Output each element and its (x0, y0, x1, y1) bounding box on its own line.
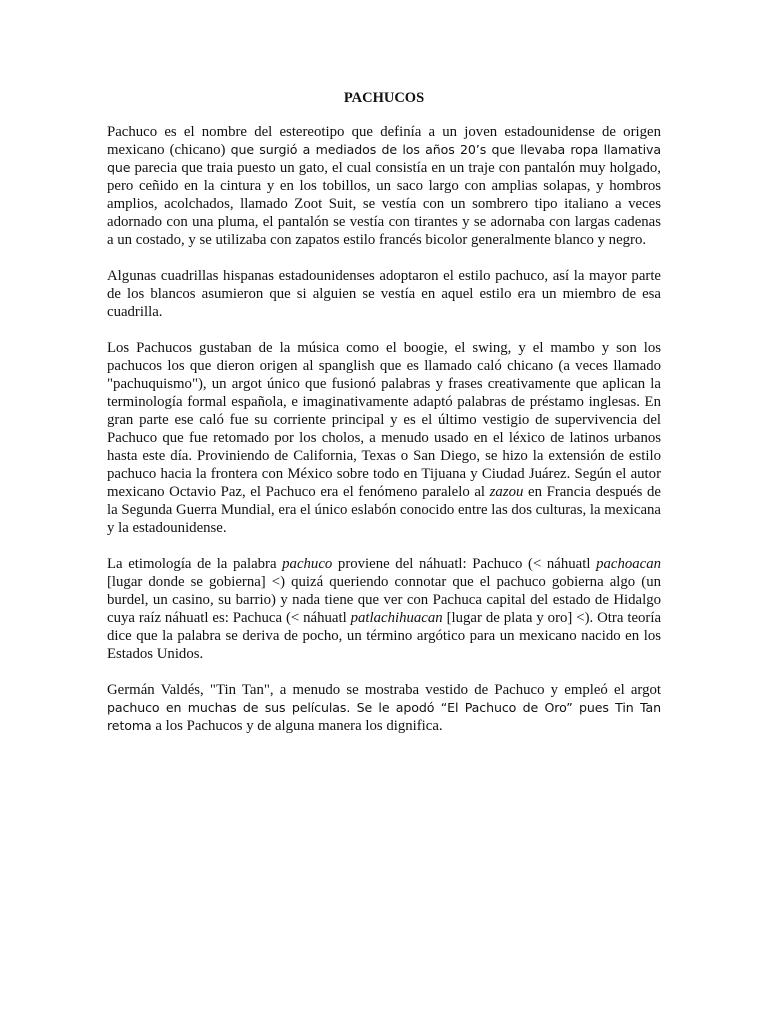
paragraph-3-italic-zazou: zazou (489, 484, 524, 500)
paragraph-3-text-c: en Francia después de la Segunda Guerra Mundial, era el único eslabón conocido entre las dos culturas, la mexicana y la estadounidense. (107, 484, 662, 536)
paragraph-4 (107, 555, 661, 663)
paragraph-2: Algunas cuadrillas hispanas estadounidenses adoptaron el estilo pachuco, así la mayor parte de los blancos asumieron que si alguien se vestía en aquel estilo era un miembro de esa cuadrilla. (107, 268, 661, 320)
page-title: PACHUCOS (343, 90, 425, 106)
paragraph-3-text-a: Los Pachucos gustaban de la música como el boogie, el swing, y el mambo y son los pachucos los que dieron origen al spanglish que es llamado caló chicano (a veces llamado "pachuquismo"), un argot único que fusionó palabras y frases creativamente que aplican la terminología formal española, e imaginativamente adaptó palabras de préstamo inglesas. En gran parte ese caló fue su corriente principal y es el último vestigio de supervivencia del Pachuco que fue retomado por los cholos, a menudo usado en el léxico de latinos urbanos hasta este día. Proviniendo de California, Texas o San Diego, se hizo la extensión de estilo pachuco hacia la frontera con México sobre todo en Tijuana y Ciudad Juárez. Según el autor mexicano Octavio Paz, el Pachuco era el fenómeno paralelo al (107, 340, 661, 500)
paragraph-4-italic-pachoacan: pachoacan (596, 556, 662, 572)
paragraph-5 (107, 681, 661, 735)
paragraph-3 (107, 339, 661, 537)
paragraph-5-text-c: a los Pachucos y de alguna manera los dignifica. (155, 718, 443, 734)
paragraph-1-text-a: Pachuco es el nombre del estereotipo que definía a un joven estadounidense de origen mexicano (chicano) (107, 124, 661, 158)
paragraph-1-text-b: que surgió a mediados de los años 20’s que llevaba ropa llamativa que (107, 142, 661, 175)
paragraph-1 (107, 123, 661, 249)
paragraph-5-text-a: Germán Valdés, "Tin Tan", a menudo se mostraba vestido de Pachuco y empleó el argot (107, 682, 661, 698)
paragraph-1-text-c: parecia que traia puesto un gato, el cual consistía en un traje con pantalón muy holgado, pero ceñido en la cintura y en los tobillos, un saco largo con amplias solapas, y hombros amplios, acolchados, llamado Zoot Suit, se vestía con un sombrero tipo italiano a veces adornado con una pluma, el pantalón se vestía con tirantes y se adornaba con largas cadenas a un costado, y se utilizaba con zapatos estilo francés bicolor generalmente blanco y negro. (107, 160, 661, 248)
paragraph-4-text-g: [lugar de plata y oro] <). Otra teoría dice que la palabra se deriva de pocho, un término argótico para un mexicano nacido en los Estados Unidos. (107, 610, 662, 662)
paragraph-4-text-a: La etimología de la palabra (107, 556, 277, 572)
paragraph-5-text-b: pachuco en muchas de sus películas. Se le apodó “El Pachuco de Oro” pues Tin Tan retoma (107, 700, 661, 733)
paragraph-4-italic-patlachihuacan: patlachihuacan (350, 610, 443, 626)
paragraph-4-italic-pachuco: pachuco (282, 556, 333, 572)
paragraph-4-text-e: [lugar donde se gobierna] <) quizá queriendo connotar que el pachuco gobierna algo (un burdel, un casino, su barrio) y nada tiene que ver con Pachuca capital del estado de Hidalgo cuya raíz náhuatl es: Pachuca (< náhuatl (107, 574, 661, 626)
document-body (107, 123, 661, 753)
paragraph-4-text-c: proviene del náhuatl: Pachuco (< náhuatl (337, 556, 591, 572)
